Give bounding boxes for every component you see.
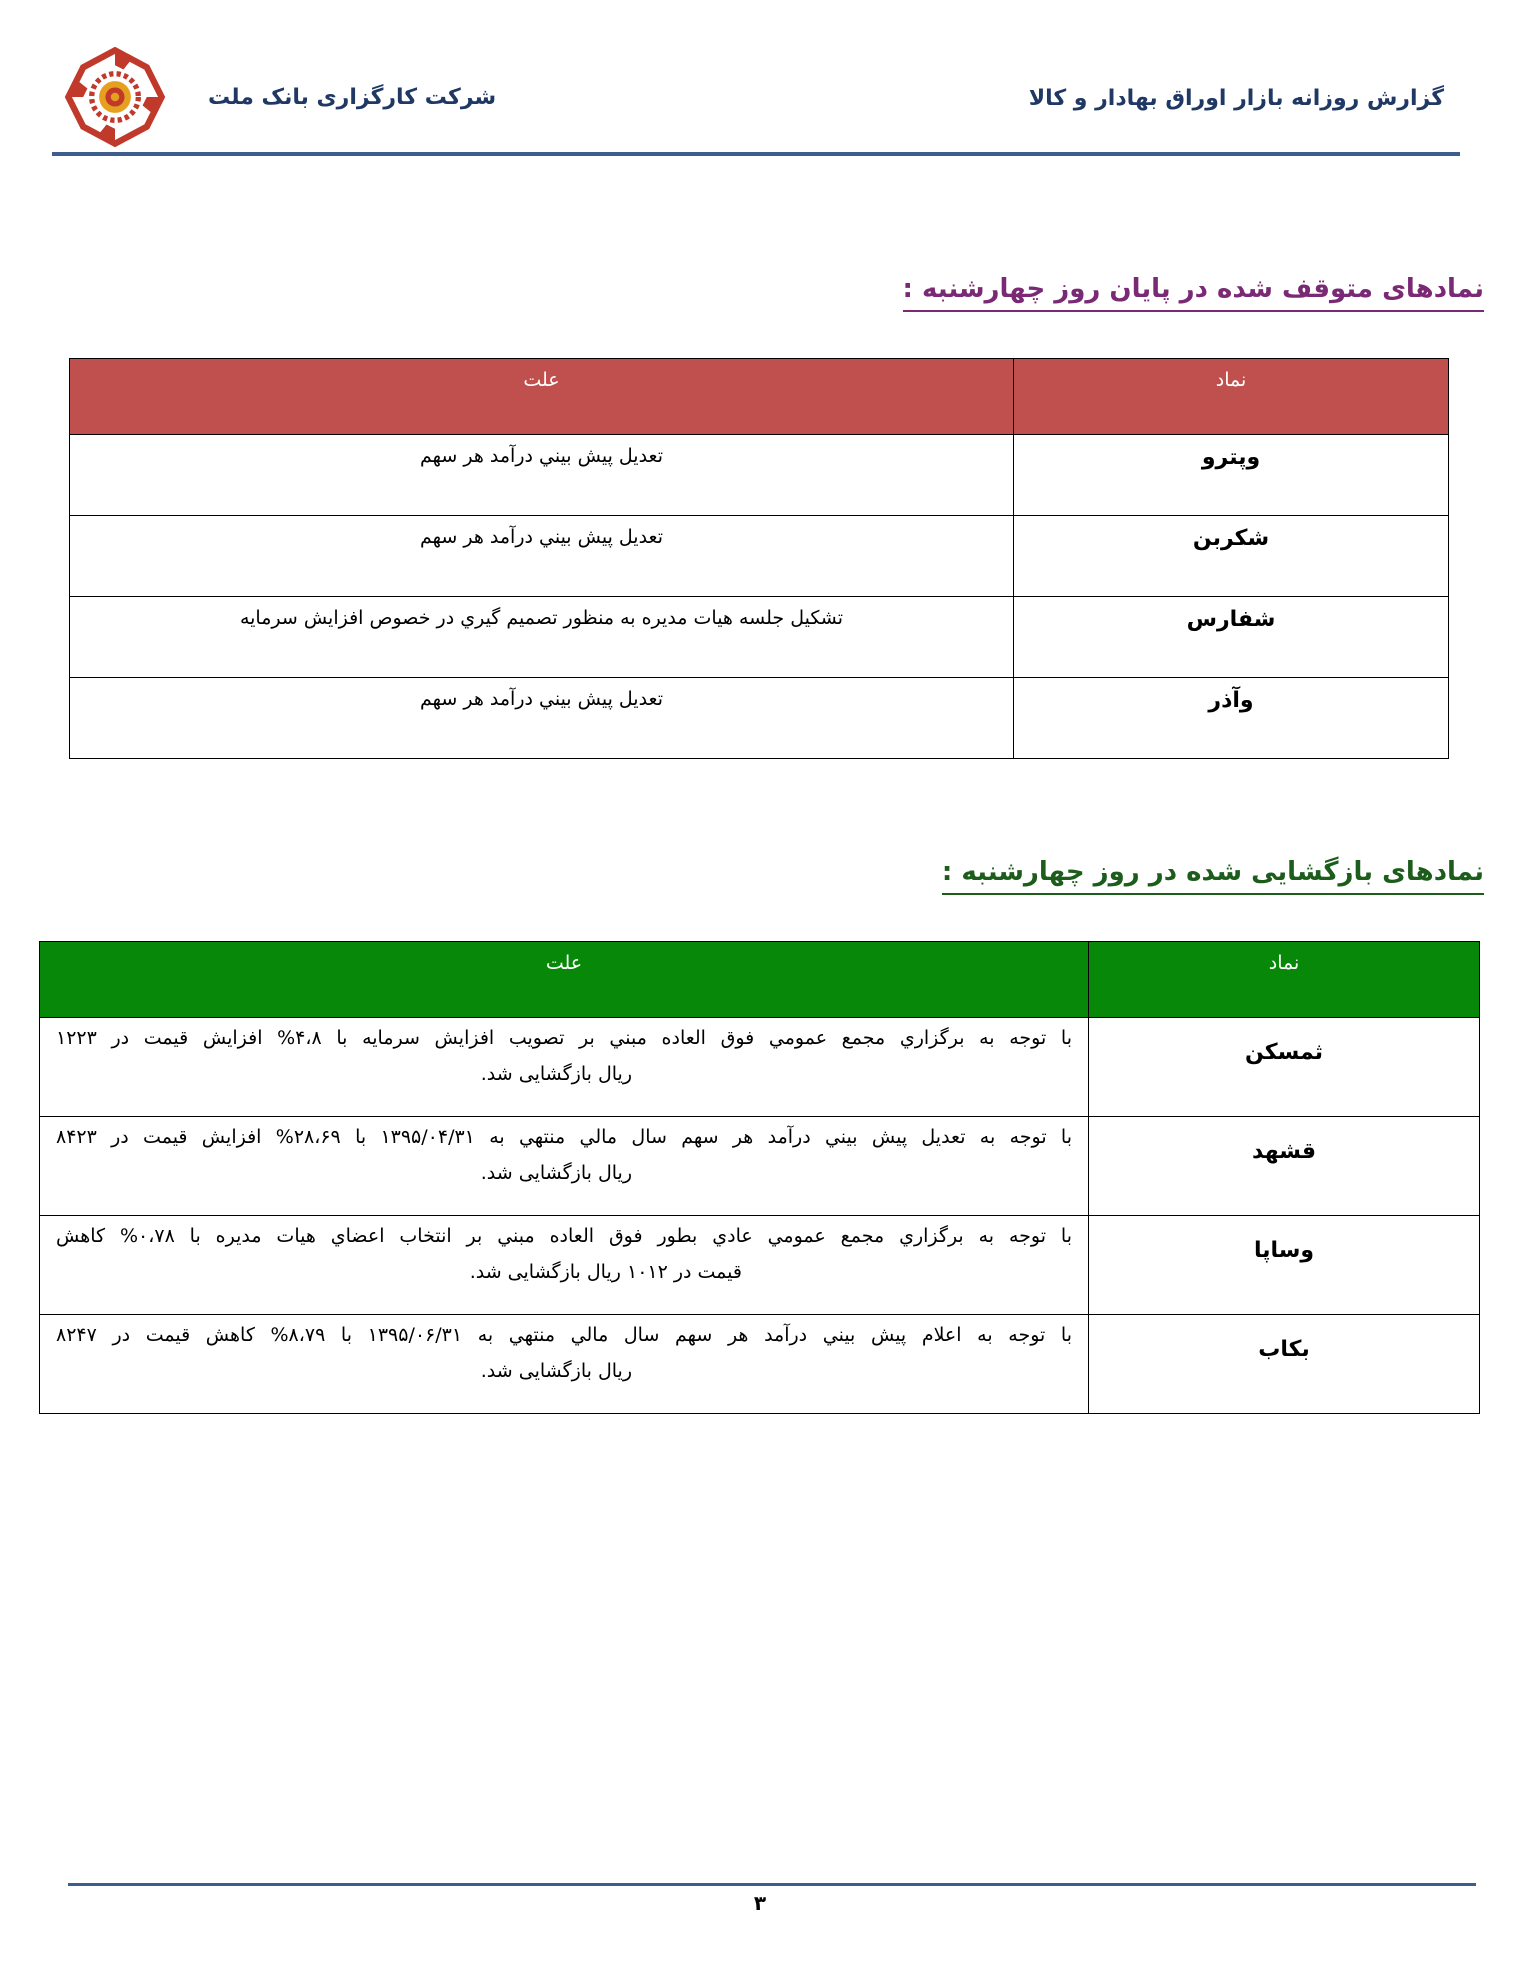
reason-cell: تعديل پيش بيني درآمد هر سهم [70, 435, 1014, 516]
reason-line: ريال بازگشايی شد. [480, 1360, 632, 1382]
reason-cell: تعديل پيش بيني درآمد هر سهم [70, 516, 1014, 597]
symbol-cell: وساپا [1089, 1216, 1480, 1315]
reason-cell [40, 1315, 1089, 1414]
symbol-cell: بکاب [1089, 1315, 1480, 1414]
reason-cell: تشكيل جلسه هيات مديره به منظور تصميم گيري در خصوص افزايش سرمايه [70, 597, 1014, 678]
reason-cell [40, 1018, 1089, 1117]
reason-line: ريال بازگشايی شد. [480, 1162, 632, 1184]
halted-symbols-table [69, 358, 1449, 759]
table-row [40, 1018, 1480, 1117]
page-number: ۳ [753, 1891, 767, 1915]
column-header-reason: علت [70, 359, 1014, 435]
halted-symbols-heading: نمادهای متوقف شده در پایان روز چهارشنبه : [903, 274, 1484, 312]
table-row [40, 1117, 1480, 1216]
reopened-symbols-table [39, 941, 1480, 1414]
table-row [70, 597, 1449, 678]
reason-line: با توجه به برگزاري مجمع عمومي فوق العاده مبني بر تصويب افزايش سرمايه با ۴،۸% افزايش قيمت در ۱۲۲۳ [56, 1027, 1072, 1049]
symbol-cell: شفارس [1014, 597, 1449, 678]
table-header-row [40, 942, 1480, 1018]
table-row [70, 435, 1449, 516]
symbol-cell: وآذر [1014, 678, 1449, 759]
table-header-row [70, 359, 1449, 435]
reason-line: با توجه به برگزاري مجمع عمومي عادي بطور فوق العاده مبني بر انتخاب اعضاي هيات مديره با ۰،۷۸% كاهش [56, 1225, 1072, 1247]
page-header-left [62, 44, 496, 150]
symbol-cell: وپترو [1014, 435, 1449, 516]
column-header-reason: علت [40, 942, 1089, 1018]
symbol-cell: شکربن [1014, 516, 1449, 597]
table-row [40, 1315, 1480, 1414]
symbol-cell: قشهد [1089, 1117, 1480, 1216]
column-header-symbol: نماد [1089, 942, 1480, 1018]
column-header-symbol: نماد [1014, 359, 1449, 435]
reason-cell: تعديل پيش بيني درآمد هر سهم [70, 678, 1014, 759]
table-row [70, 516, 1449, 597]
table-row [40, 1216, 1480, 1315]
table-row [70, 678, 1449, 759]
footer-divider [68, 1883, 1476, 1886]
report-title: گزارش روزانه بازار اوراق بهادار و کالا [1028, 86, 1444, 111]
reason-line: قيمت در ۱۰۱۲ ريال بازگشايی شد. [469, 1261, 742, 1283]
reason-line: با توجه به تعديل پيش بيني درآمد هر سهم سال مالي منتهي به ۱۳۹۵/۰۴/۳۱ با ۲۸،۶۹% افزايش قيمت در ۸۴۲۳ [56, 1126, 1072, 1148]
reason-line: ريال بازگشايی شد. [480, 1063, 632, 1085]
reason-cell [40, 1117, 1089, 1216]
reopened-symbols-heading: نمادهای بازگشایی شده در روز چهارشنبه : [942, 857, 1484, 895]
reason-cell [40, 1216, 1089, 1315]
mellat-bank-logo-icon [62, 44, 168, 150]
header-divider [52, 152, 1460, 156]
symbol-cell: ثمسکن [1089, 1018, 1480, 1117]
reason-line: با توجه به اعلام پيش بيني درآمد هر سهم سال مالي منتهي به ۱۳۹۵/۰۶/۳۱ با ۸،۷۹% كاهش قيمت در ۸۲۴۷ [56, 1324, 1072, 1346]
company-name: شرکت کارگزاری بانک ملت [208, 84, 497, 110]
